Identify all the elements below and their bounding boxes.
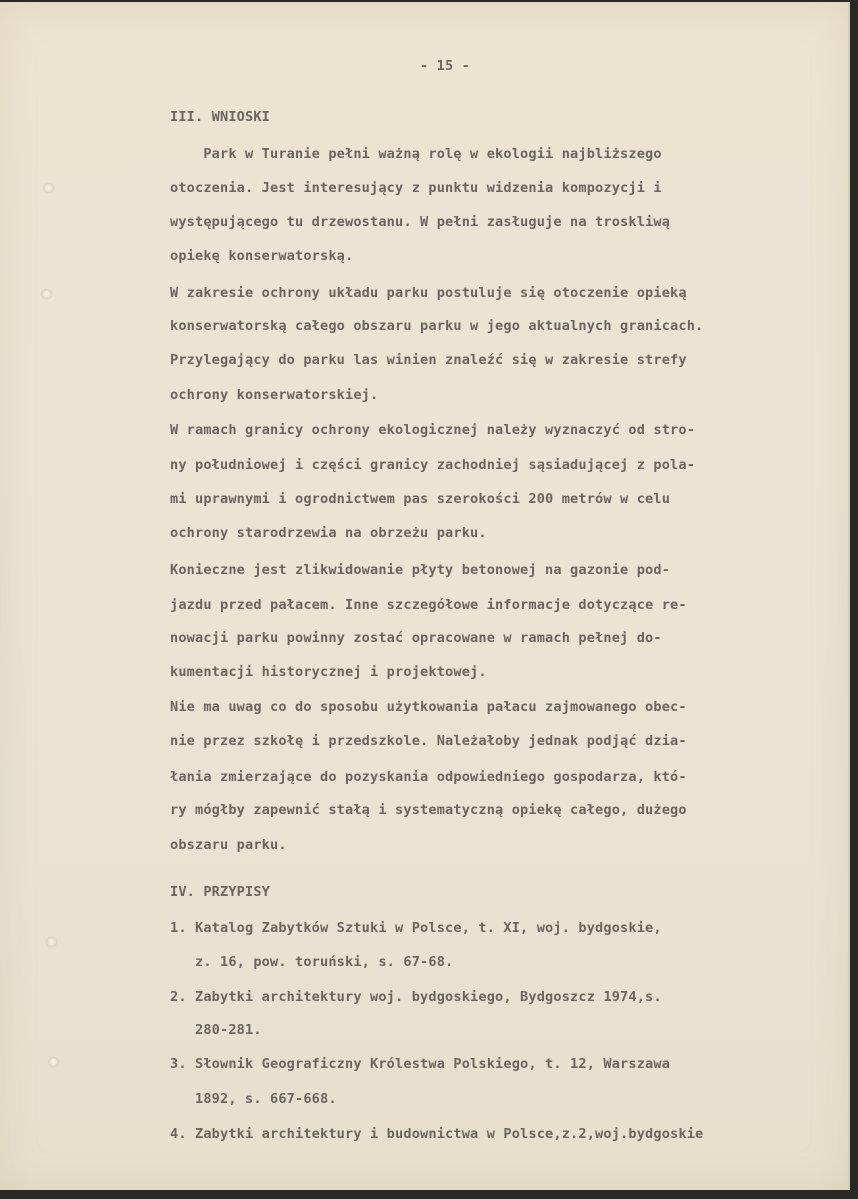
- text-line: Nie ma uwag co do sposobu użytkowania pałacu zajmowanego obec-: [170, 699, 687, 715]
- footnote-line: 280-281.: [170, 1022, 262, 1038]
- text-line: otoczenia. Jest interesujący z punktu widzenia kompozycji i: [170, 180, 662, 196]
- text-line: Park w Turanie pełni ważną rolę w ekologii najbliższego: [170, 146, 662, 162]
- text-line: ochrony konserwatorskiej.: [170, 387, 379, 403]
- footnote-line: 1. Katalog Zabytków Sztuki w Polsce, t. XI, woj. bydgoskie,: [170, 920, 662, 936]
- text-line: nie przez szkołę i przedszkole. Należałoby jednak podjąć dzia-: [170, 733, 687, 749]
- footnote-line: 2. Zabytki architektury woj. bydgoskiego, Bydgoszcz 1974,s.: [170, 989, 662, 1005]
- text-line: mi uprawnymi i ogrodnictwem pas szerokości 200 metrów w celu: [170, 491, 671, 507]
- text-line: W ramach granicy ochrony ekologicznej należy wyznaczyć od stro-: [170, 422, 696, 438]
- punch-hole: [47, 938, 56, 946]
- footnote-line: 1892, s. 667-668.: [170, 1091, 337, 1107]
- text-line: Konieczne jest zlikwidowanie płyty betonowej na gazonie pod-: [170, 562, 671, 578]
- section-heading: IV. PRZYPISY: [170, 884, 271, 900]
- document-page: [0, 2, 850, 1190]
- text-line: łania zmierzające do pozyskania odpowiedniego gospodarza, któ-: [170, 769, 687, 785]
- text-line: W zakresie ochrony układu parku postuluje się otoczenie opieką: [170, 285, 687, 301]
- text-line: kumentacji historycznej i projektowej.: [170, 664, 487, 680]
- text-line: ry mógłby zapewnić stałą i systematyczną opiekę całego, dużego: [170, 802, 687, 818]
- punch-hole: [42, 290, 51, 298]
- text-line: opiekę konserwatorską.: [170, 248, 354, 264]
- footnote-line: 3. Słownik Geograficzny Królestwa Polskiego, t. 12, Warszawa: [170, 1056, 671, 1072]
- footnote-line: z. 16, pow. toruński, s. 67-68.: [170, 954, 454, 970]
- text-line: konserwatorską całego obszaru parku w jego aktualnych granicach.: [170, 318, 704, 334]
- text-line: jazdu przed pałacem. Inne szczegółowe informacje dotyczące re-: [170, 597, 687, 613]
- page-number: - 15 -: [419, 58, 470, 74]
- text-line: ny południowej i części granicy zachodniej sąsiadującej z pola-: [170, 457, 696, 473]
- punch-hole: [49, 1058, 58, 1066]
- text-line: ochrony starodrzewia na obrzeżu parku.: [170, 525, 487, 541]
- section-heading: III. WNIOSKI: [170, 109, 271, 125]
- text-line: nowacji parku powinny zostać opracowane w ramach pełnej do-: [170, 630, 662, 646]
- text-line: obszaru parku.: [170, 837, 287, 853]
- footnote-line: 4. Zabytki architektury i budownictwa w Polsce,z.2,woj.bydgoskie: [170, 1126, 704, 1142]
- text-line: Przylegający do parku las winien znaleźć się w zakresie strefy: [170, 352, 687, 368]
- text-line: występującego tu drzewostanu. W pełni zasługuje na troskliwą: [170, 214, 671, 230]
- punch-hole: [44, 184, 53, 192]
